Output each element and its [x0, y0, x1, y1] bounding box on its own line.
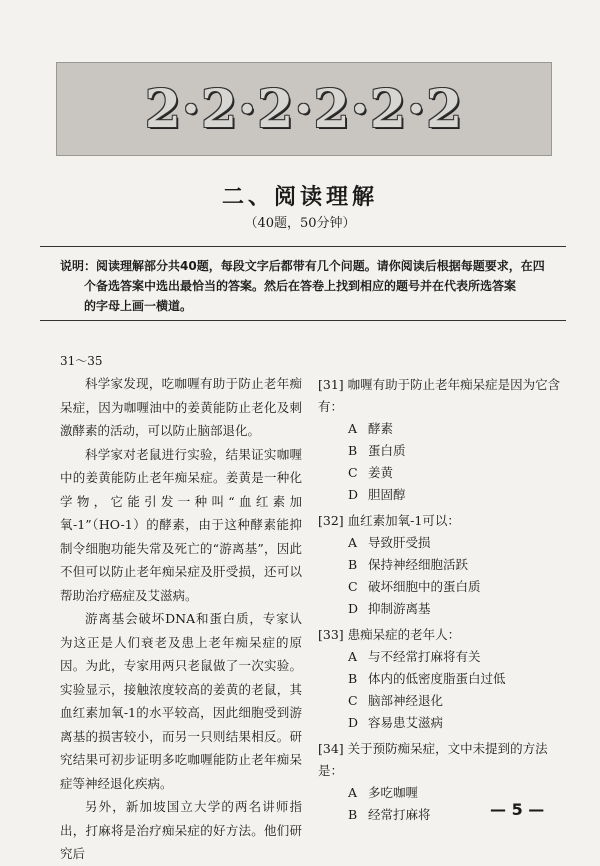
instructions-line-3 [60, 296, 560, 316]
question-31 [318, 374, 568, 506]
option-text: 酵素 [368, 421, 394, 436]
instructions-line-1 [60, 256, 560, 276]
answer-option [318, 690, 568, 712]
divider-top [40, 246, 566, 247]
option-letter: C [348, 465, 358, 480]
option-text: 蛋白质 [368, 443, 406, 458]
option-letter: C [348, 579, 358, 594]
option-letter: B [348, 671, 358, 686]
question-text: 咖喱有助于防止老年痴呆症是因为它含有： [318, 377, 561, 414]
option-text: 与不经常打麻将有关 [368, 649, 481, 664]
instructions-label: 说明： [60, 259, 97, 273]
passage-range: 31～35 [60, 354, 103, 368]
answer-option [318, 598, 568, 620]
instructions-text-1: 阅读理解部分共40题，每段文字后都带有几个问题。请你阅读后根据每题要求，在四 [96, 259, 545, 273]
instructions-box [60, 256, 560, 316]
reading-passage [60, 372, 302, 866]
answer-option [318, 554, 568, 576]
option-text: 多吃咖喱 [368, 785, 419, 800]
option-letter: A [348, 535, 358, 550]
section-title: 二、阅读理解 [221, 185, 378, 210]
question-text: 关于预防痴呆症，文中未提到的方法是： [318, 741, 548, 778]
option-text: 脑部神经退化 [368, 693, 444, 708]
option-text: 体内的低密度脂蛋白过低 [368, 671, 506, 686]
answer-option [318, 668, 568, 690]
option-letter: D [348, 601, 359, 616]
answer-option [318, 712, 568, 734]
option-text: 导致肝受损 [368, 535, 431, 550]
option-letter: B [348, 443, 358, 458]
divider-bottom [40, 320, 566, 321]
answer-option [318, 484, 568, 506]
question-number: [32] [318, 513, 344, 528]
question-stem [318, 374, 568, 418]
option-letter: D [348, 487, 359, 502]
question-32 [318, 510, 568, 620]
option-text: 姜黄 [368, 465, 394, 480]
answer-option [318, 576, 568, 598]
question-number: [33] [318, 627, 344, 642]
question-text: 血红素加氧-1可以： [347, 513, 460, 528]
question-33 [318, 624, 568, 734]
answer-option [318, 532, 568, 554]
option-letter: A [348, 649, 358, 664]
option-letter: C [348, 693, 358, 708]
option-letter: A [348, 421, 358, 436]
question-list [318, 374, 568, 826]
passage-paragraph: 游离基会破坏DNA和蛋白质，专家认为这正是人们衰老及患上老年痴呆症的原因。为此，专家用两只老鼠做了一次实验。实验显示，接触浓度较高的姜黄的老鼠，其血红素加氧-1的水平较高，因此细胞受到游离基的损害较小，而另一只则结果相反。研究结果可初步证明多吃咖喱能防止老年痴呆症等神经退化疾病。 [60, 611, 302, 791]
option-letter: D [348, 715, 359, 730]
option-text: 保持神经细胞活跃 [368, 557, 469, 572]
question-stem [318, 624, 568, 646]
option-letter: A [348, 785, 358, 800]
passage-paragraph: 科学家发现，吃咖喱有助于防止老年痴呆症，因为咖喱油中的姜黄能防止老化及刺激酵素的活动，可以防止脑部退化。 [60, 376, 302, 438]
option-text: 容易患艾滋病 [368, 715, 444, 730]
question-stem [318, 510, 568, 532]
question-stem [318, 738, 568, 782]
instructions-line-2 [60, 276, 560, 296]
answer-option [318, 440, 568, 462]
page-number: — 5 — [490, 800, 545, 819]
passage-paragraph: 另外，新加坡国立大学的两名讲师指出，打麻将是治疗痴呆症的好方法。他们研究后 [60, 799, 302, 861]
answer-option [318, 646, 568, 668]
question-number: [34] [318, 741, 344, 756]
section-subtitle: （40题，50分钟） [244, 216, 356, 231]
option-text: 抑制游离基 [368, 601, 431, 616]
question-text: 患痴呆症的老年人： [347, 627, 461, 642]
option-text: 经常打麻将 [368, 807, 431, 822]
instructions-text-3: 的字母上画一横道。 [84, 299, 193, 313]
chapter-banner [56, 62, 552, 156]
option-letter: B [348, 557, 358, 572]
answer-option [318, 462, 568, 484]
option-text: 胆固醇 [368, 487, 406, 502]
answer-option [318, 418, 568, 440]
passage-paragraph: 科学家对老鼠进行实验，结果证实咖喱中的姜黄能防止老年痴呆症。姜黄是一种化学物，它能引发一种叫“血红素加氧-1”（HO-1）的酵素，由于这种酵素能抑制令细胞功能失常及死亡的“游离基”，因此不但可以防止老年痴呆症及肝受损，还可以帮助治疗癌症及艾滋病。 [60, 446, 302, 603]
option-text: 破坏细胞中的蛋白质 [368, 579, 481, 594]
option-letter: B [348, 807, 358, 822]
banner-title: 2·2·2·2·2·2 [144, 78, 464, 140]
instructions-text-2: 个备选答案中选出最恰当的答案。然后在答卷上找到相应的题号并在代表所选答案 [84, 279, 517, 293]
question-number: [31] [318, 377, 344, 392]
